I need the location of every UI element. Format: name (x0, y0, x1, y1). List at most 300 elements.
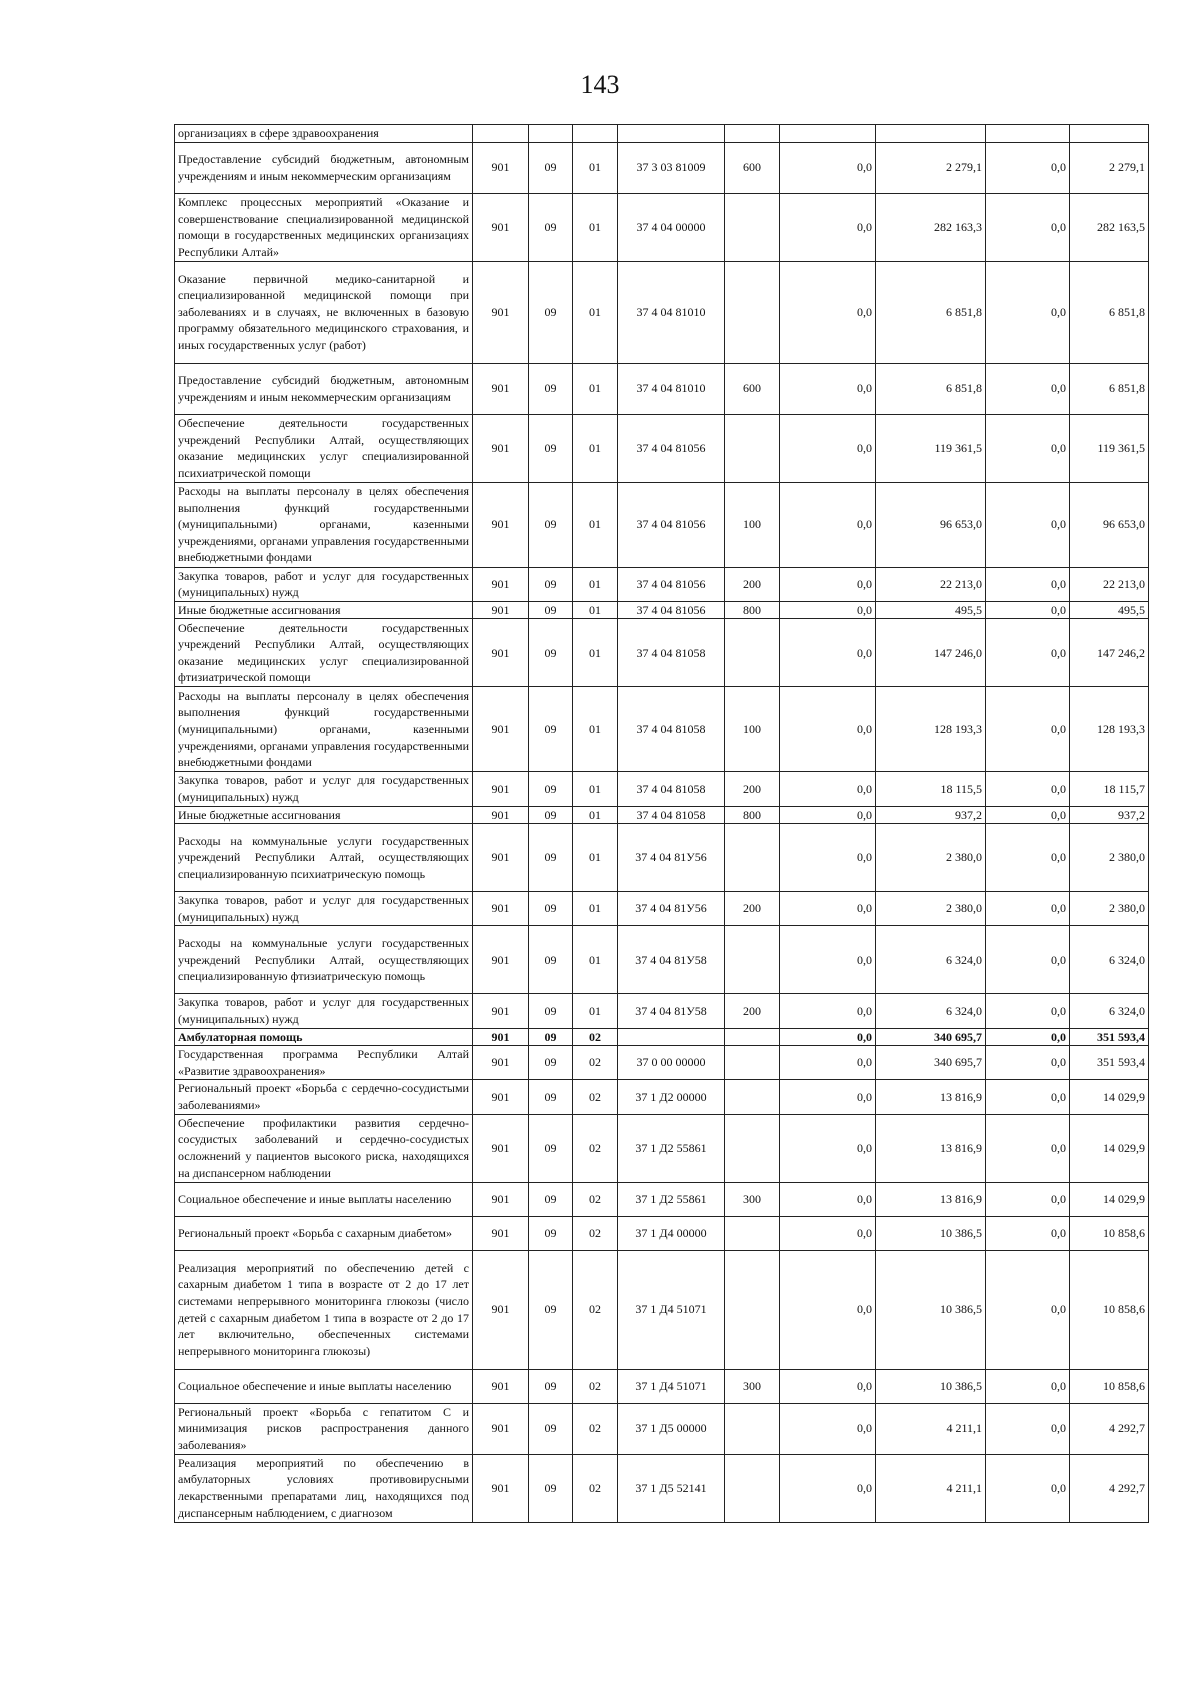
cell-expense-type (725, 1114, 780, 1182)
cell-name: Обеспечение деятельности государственных учреждений Республики Алтай, осуществляющих оказание медицинских услуг специализированной психиатрической помощи (175, 414, 473, 482)
cell-expense-type (725, 1216, 780, 1250)
cell-value-4: 10 858,6 (1070, 1369, 1149, 1403)
cell-subsection: 01 (573, 619, 618, 687)
cell-section (529, 125, 573, 143)
cell-admin-code: 901 (473, 892, 529, 926)
cell-expense-type (725, 926, 780, 994)
table-row (175, 1080, 1149, 1114)
cell-name: Предоставление субсидий бюджетным, автономным учреждениям и иным некоммерческим организациям (175, 142, 473, 193)
cell-value-4: 351 593,4 (1070, 1046, 1149, 1080)
cell-name: Иные бюджетные ассигнования (175, 806, 473, 824)
cell-admin-code: 901 (473, 994, 529, 1028)
cell-name: Реализация мероприятий по обеспечению детей с сахарным диабетом 1 типа в возрасте от 2 до 17 лет системами непрерывного мониторинга глюкозы (число детей с сахарным диабетом 1 типа в возрасте от 2 до 17 лет включительно, обеспеченных системами непрерывного мониторинга глюкозы) (175, 1250, 473, 1369)
cell-subsection (573, 125, 618, 143)
cell-value-3: 0,0 (986, 601, 1070, 619)
cell-section: 09 (529, 363, 573, 414)
cell-target-article: 37 4 04 81У56 (618, 824, 725, 892)
cell-subsection: 01 (573, 601, 618, 619)
cell-subsection: 01 (573, 772, 618, 806)
cell-target-article: 37 1 Д2 55861 (618, 1114, 725, 1182)
cell-value-3: 0,0 (986, 687, 1070, 772)
cell-value-3: 0,0 (986, 619, 1070, 687)
cell-value-3 (986, 125, 1070, 143)
cell-value-3: 0,0 (986, 772, 1070, 806)
cell-value-2: 13 816,9 (876, 1182, 986, 1216)
cell-value-4: 18 115,7 (1070, 772, 1149, 806)
cell-target-article: 37 4 04 81058 (618, 772, 725, 806)
cell-admin-code: 901 (473, 567, 529, 601)
cell-target-article (618, 1028, 725, 1046)
cell-name: Государственная программа Республики Алтай «Развитие здравоохранения» (175, 1046, 473, 1080)
cell-value-1: 0,0 (780, 892, 876, 926)
cell-value-2: 6 324,0 (876, 994, 986, 1028)
cell-value-4: 2 380,0 (1070, 892, 1149, 926)
cell-admin-code: 901 (473, 1028, 529, 1046)
cell-value-2: 2 380,0 (876, 892, 986, 926)
cell-name: Закупка товаров, работ и услуг для государственных (муниципальных) нужд (175, 567, 473, 601)
cell-value-2: 4 211,1 (876, 1403, 986, 1454)
cell-expense-type (725, 1403, 780, 1454)
cell-target-article: 37 4 04 81У58 (618, 994, 725, 1028)
cell-section: 09 (529, 1028, 573, 1046)
cell-value-1: 0,0 (780, 806, 876, 824)
cell-value-4: 119 361,5 (1070, 414, 1149, 482)
cell-value-4: 937,2 (1070, 806, 1149, 824)
cell-expense-type: 100 (725, 687, 780, 772)
cell-target-article: 37 1 Д5 00000 (618, 1403, 725, 1454)
cell-subsection: 01 (573, 687, 618, 772)
cell-value-3: 0,0 (986, 1369, 1070, 1403)
table-row (175, 1182, 1149, 1216)
cell-value-4: 10 858,6 (1070, 1216, 1149, 1250)
cell-section: 09 (529, 994, 573, 1028)
cell-subsection: 02 (573, 1403, 618, 1454)
cell-expense-type (725, 261, 780, 363)
cell-value-2: 2 380,0 (876, 824, 986, 892)
cell-value-4: 22 213,0 (1070, 567, 1149, 601)
cell-value-2: 13 816,9 (876, 1080, 986, 1114)
cell-subsection: 02 (573, 1454, 618, 1522)
cell-name: Обеспечение деятельности государственных учреждений Республики Алтай, осуществляющих оказание медицинских услуг специализированной фтизиатрической помощи (175, 619, 473, 687)
cell-name: Обеспечение профилактики развития сердечно-сосудистых заболеваний и сердечно-сосудистых осложнений у пациентов высокого риска, находящихся на диспансерном наблюдении (175, 1114, 473, 1182)
cell-value-1: 0,0 (780, 926, 876, 994)
cell-section: 09 (529, 1046, 573, 1080)
cell-value-4: 6 851,8 (1070, 363, 1149, 414)
cell-admin-code: 901 (473, 142, 529, 193)
cell-name: Реализация мероприятий по обеспечению в амбулаторных условиях противовирусными лекарственными препаратами лиц, находящихся под диспансерным наблюдением, с диагнозом (175, 1454, 473, 1522)
cell-target-article: 37 1 Д4 00000 (618, 1216, 725, 1250)
cell-name: Расходы на выплаты персоналу в целях обеспечения выполнения функций государственными (муниципальными) органами, казенными учреждениями, органами управления государственными внебюджетными фондами (175, 482, 473, 567)
cell-value-1: 0,0 (780, 1182, 876, 1216)
cell-value-2: 6 324,0 (876, 926, 986, 994)
cell-target-article: 37 4 04 81010 (618, 261, 725, 363)
cell-admin-code: 901 (473, 363, 529, 414)
cell-subsection: 01 (573, 142, 618, 193)
cell-value-4: 4 292,7 (1070, 1454, 1149, 1522)
cell-name: Расходы на выплаты персоналу в целях обеспечения выполнения функций государственными (муниципальными) органами, казенными учреждениями, органами управления государственными внебюджетными фондами (175, 687, 473, 772)
cell-name: Оказание первичной медико-санитарной и специализированной медицинской помощи при заболеваниях и в случаях, не включенных в базовую программу обязательного медицинского страхования, и иных государственных услуг (работ) (175, 261, 473, 363)
table-row (175, 261, 1149, 363)
cell-target-article: 37 4 04 81У56 (618, 892, 725, 926)
cell-section: 09 (529, 142, 573, 193)
cell-value-3: 0,0 (986, 806, 1070, 824)
cell-section: 09 (529, 261, 573, 363)
cell-admin-code (473, 125, 529, 143)
cell-subsection: 01 (573, 892, 618, 926)
cell-value-1: 0,0 (780, 1369, 876, 1403)
table-row (175, 772, 1149, 806)
cell-value-1: 0,0 (780, 1454, 876, 1522)
cell-admin-code: 901 (473, 1403, 529, 1454)
cell-value-1: 0,0 (780, 772, 876, 806)
cell-expense-type (725, 414, 780, 482)
cell-expense-type: 300 (725, 1182, 780, 1216)
cell-value-3: 0,0 (986, 1028, 1070, 1046)
cell-value-2: 10 386,5 (876, 1369, 986, 1403)
cell-target-article: 37 4 04 81У58 (618, 926, 725, 994)
cell-section: 09 (529, 619, 573, 687)
cell-subsection: 02 (573, 1046, 618, 1080)
cell-expense-type (725, 1080, 780, 1114)
cell-admin-code: 901 (473, 619, 529, 687)
cell-section: 09 (529, 1369, 573, 1403)
cell-value-1: 0,0 (780, 1080, 876, 1114)
cell-expense-type: 800 (725, 601, 780, 619)
cell-admin-code: 901 (473, 482, 529, 567)
cell-name: Предоставление субсидий бюджетным, автономным учреждениям и иным некоммерческим организациям (175, 363, 473, 414)
cell-expense-type: 100 (725, 482, 780, 567)
cell-expense-type (725, 125, 780, 143)
cell-target-article: 37 4 04 81056 (618, 567, 725, 601)
cell-section: 09 (529, 1080, 573, 1114)
cell-value-2 (876, 125, 986, 143)
cell-expense-type: 600 (725, 142, 780, 193)
cell-subsection: 01 (573, 482, 618, 567)
cell-value-4: 14 029,9 (1070, 1080, 1149, 1114)
cell-target-article: 37 1 Д5 52141 (618, 1454, 725, 1522)
table-row (175, 1403, 1149, 1454)
cell-value-3: 0,0 (986, 567, 1070, 601)
cell-subsection: 01 (573, 414, 618, 482)
cell-value-1: 0,0 (780, 1216, 876, 1250)
cell-value-3: 0,0 (986, 1216, 1070, 1250)
table-row (175, 601, 1149, 619)
cell-name: Закупка товаров, работ и услуг для государственных (муниципальных) нужд (175, 772, 473, 806)
cell-section: 09 (529, 892, 573, 926)
cell-value-3: 0,0 (986, 1454, 1070, 1522)
cell-section: 09 (529, 193, 573, 261)
cell-subsection: 01 (573, 193, 618, 261)
cell-expense-type (725, 193, 780, 261)
cell-value-1: 0,0 (780, 142, 876, 193)
cell-value-2: 340 695,7 (876, 1046, 986, 1080)
cell-value-4: 6 324,0 (1070, 994, 1149, 1028)
cell-target-article: 37 4 04 81056 (618, 601, 725, 619)
cell-value-2: 128 193,3 (876, 687, 986, 772)
cell-value-1: 0,0 (780, 687, 876, 772)
cell-section: 09 (529, 414, 573, 482)
cell-section: 09 (529, 687, 573, 772)
cell-target-article: 37 4 04 00000 (618, 193, 725, 261)
cell-value-2: 10 386,5 (876, 1250, 986, 1369)
cell-value-2: 22 213,0 (876, 567, 986, 601)
cell-section: 09 (529, 567, 573, 601)
cell-expense-type: 200 (725, 892, 780, 926)
cell-value-4: 4 292,7 (1070, 1403, 1149, 1454)
cell-value-1: 0,0 (780, 824, 876, 892)
cell-admin-code: 901 (473, 414, 529, 482)
cell-value-2: 340 695,7 (876, 1028, 986, 1046)
cell-admin-code: 901 (473, 772, 529, 806)
table-row (175, 363, 1149, 414)
cell-target-article: 37 4 04 81056 (618, 414, 725, 482)
table-row (175, 1028, 1149, 1046)
cell-value-1: 0,0 (780, 567, 876, 601)
cell-value-1: 0,0 (780, 601, 876, 619)
cell-value-3: 0,0 (986, 142, 1070, 193)
cell-value-3: 0,0 (986, 261, 1070, 363)
table-row (175, 687, 1149, 772)
cell-name: Региональный проект «Борьба с гепатитом С и минимизация рисков распространения данного заболевания» (175, 1403, 473, 1454)
cell-value-4: 128 193,3 (1070, 687, 1149, 772)
cell-value-4: 14 029,9 (1070, 1182, 1149, 1216)
cell-value-2: 495,5 (876, 601, 986, 619)
cell-value-2: 18 115,5 (876, 772, 986, 806)
cell-value-1: 0,0 (780, 1250, 876, 1369)
cell-value-1: 0,0 (780, 619, 876, 687)
cell-expense-type (725, 1454, 780, 1522)
table-row (175, 994, 1149, 1028)
cell-section: 09 (529, 1454, 573, 1522)
cell-name: Комплекс процессных мероприятий «Оказание и совершенствование специализированной медицинской помощи в государственных медицинских организациях Республики Алтай» (175, 193, 473, 261)
cell-name: Социальное обеспечение и иные выплаты населению (175, 1182, 473, 1216)
cell-admin-code: 901 (473, 1250, 529, 1369)
cell-subsection: 02 (573, 1080, 618, 1114)
cell-admin-code: 901 (473, 1080, 529, 1114)
cell-target-article: 37 4 04 81056 (618, 482, 725, 567)
cell-name: Социальное обеспечение и иные выплаты населению (175, 1369, 473, 1403)
table-row (175, 1369, 1149, 1403)
table-row (175, 1454, 1149, 1522)
cell-value-3: 0,0 (986, 1080, 1070, 1114)
cell-value-3: 0,0 (986, 926, 1070, 994)
cell-target-article: 37 1 Д2 55861 (618, 1182, 725, 1216)
cell-subsection: 01 (573, 994, 618, 1028)
cell-value-2: 96 653,0 (876, 482, 986, 567)
cell-expense-type: 300 (725, 1369, 780, 1403)
cell-subsection: 02 (573, 1369, 618, 1403)
cell-value-4: 351 593,4 (1070, 1028, 1149, 1046)
cell-name: Амбулаторная помощь (175, 1028, 473, 1046)
cell-expense-type: 200 (725, 567, 780, 601)
cell-expense-type (725, 619, 780, 687)
cell-value-4: 14 029,9 (1070, 1114, 1149, 1182)
cell-target-article: 37 4 04 81058 (618, 806, 725, 824)
table-row (175, 806, 1149, 824)
cell-value-3: 0,0 (986, 1403, 1070, 1454)
cell-target-article: 37 4 04 81058 (618, 619, 725, 687)
cell-target-article: 37 1 Д4 51071 (618, 1369, 725, 1403)
cell-expense-type: 200 (725, 994, 780, 1028)
cell-subsection: 02 (573, 1182, 618, 1216)
cell-target-article: 37 4 04 81058 (618, 687, 725, 772)
cell-value-2: 10 386,5 (876, 1216, 986, 1250)
cell-section: 09 (529, 1403, 573, 1454)
table-row (175, 414, 1149, 482)
cell-value-4: 2 279,1 (1070, 142, 1149, 193)
cell-value-2: 6 851,8 (876, 261, 986, 363)
cell-expense-type (725, 1028, 780, 1046)
cell-section: 09 (529, 824, 573, 892)
cell-value-3: 0,0 (986, 892, 1070, 926)
cell-name: Закупка товаров, работ и услуг для государственных (муниципальных) нужд (175, 892, 473, 926)
cell-value-3: 0,0 (986, 414, 1070, 482)
cell-admin-code: 901 (473, 926, 529, 994)
cell-subsection: 02 (573, 1028, 618, 1046)
budget-table (174, 124, 1149, 1523)
cell-value-3: 0,0 (986, 1114, 1070, 1182)
cell-value-2: 13 816,9 (876, 1114, 986, 1182)
cell-admin-code: 901 (473, 601, 529, 619)
page-number: 143 (580, 70, 620, 99)
cell-target-article: 37 1 Д2 00000 (618, 1080, 725, 1114)
cell-value-4: 147 246,2 (1070, 619, 1149, 687)
cell-value-1: 0,0 (780, 261, 876, 363)
cell-target-article (618, 125, 725, 143)
cell-value-1: 0,0 (780, 994, 876, 1028)
cell-value-3: 0,0 (986, 994, 1070, 1028)
cell-admin-code: 901 (473, 824, 529, 892)
cell-value-2: 937,2 (876, 806, 986, 824)
cell-value-2: 147 246,0 (876, 619, 986, 687)
cell-value-4: 96 653,0 (1070, 482, 1149, 567)
cell-value-4 (1070, 125, 1149, 143)
cell-admin-code: 901 (473, 1369, 529, 1403)
cell-admin-code: 901 (473, 806, 529, 824)
cell-target-article: 37 4 04 81010 (618, 363, 725, 414)
cell-section: 09 (529, 1182, 573, 1216)
table-row (175, 1114, 1149, 1182)
cell-subsection: 02 (573, 1216, 618, 1250)
cell-value-2: 6 851,8 (876, 363, 986, 414)
cell-value-4: 282 163,5 (1070, 193, 1149, 261)
cell-subsection: 01 (573, 824, 618, 892)
cell-section: 09 (529, 1114, 573, 1182)
cell-expense-type: 600 (725, 363, 780, 414)
cell-target-article: 37 0 00 00000 (618, 1046, 725, 1080)
cell-value-2: 282 163,3 (876, 193, 986, 261)
cell-value-4: 495,5 (1070, 601, 1149, 619)
cell-value-3: 0,0 (986, 482, 1070, 567)
cell-name: Региональный проект «Борьба с сахарным диабетом» (175, 1216, 473, 1250)
cell-admin-code: 901 (473, 1454, 529, 1522)
table-row (175, 619, 1149, 687)
cell-value-4: 6 851,8 (1070, 261, 1149, 363)
table-row (175, 193, 1149, 261)
table-row (175, 482, 1149, 567)
cell-subsection: 02 (573, 1114, 618, 1182)
cell-value-3: 0,0 (986, 1182, 1070, 1216)
cell-subsection: 01 (573, 567, 618, 601)
cell-value-3: 0,0 (986, 1046, 1070, 1080)
cell-value-2: 4 211,1 (876, 1454, 986, 1522)
table-row (175, 926, 1149, 994)
cell-name: организациях в сфере здравоохранения (175, 125, 473, 143)
cell-admin-code: 901 (473, 1182, 529, 1216)
table-row (175, 1250, 1149, 1369)
cell-subsection: 01 (573, 261, 618, 363)
cell-value-1: 0,0 (780, 1403, 876, 1454)
table-body (175, 125, 1149, 1523)
table-row (175, 892, 1149, 926)
table-row (175, 125, 1149, 143)
cell-value-1: 0,0 (780, 1046, 876, 1080)
cell-expense-type: 200 (725, 772, 780, 806)
cell-admin-code: 901 (473, 1114, 529, 1182)
cell-name: Расходы на коммунальные услуги государственных учреждений Республики Алтай, осуществляющих специализированную психиатрическую помощь (175, 824, 473, 892)
cell-subsection: 01 (573, 806, 618, 824)
cell-value-1: 0,0 (780, 363, 876, 414)
cell-target-article: 37 3 03 81009 (618, 142, 725, 193)
cell-section: 09 (529, 601, 573, 619)
cell-admin-code: 901 (473, 687, 529, 772)
cell-admin-code: 901 (473, 261, 529, 363)
cell-section: 09 (529, 1216, 573, 1250)
cell-admin-code: 901 (473, 1216, 529, 1250)
cell-value-4: 6 324,0 (1070, 926, 1149, 994)
cell-value-2: 119 361,5 (876, 414, 986, 482)
cell-value-3: 0,0 (986, 1250, 1070, 1369)
cell-value-3: 0,0 (986, 363, 1070, 414)
cell-section: 09 (529, 482, 573, 567)
table-row (175, 142, 1149, 193)
cell-subsection: 01 (573, 926, 618, 994)
cell-section: 09 (529, 806, 573, 824)
cell-value-1: 0,0 (780, 482, 876, 567)
cell-name: Расходы на коммунальные услуги государственных учреждений Республики Алтай, осуществляющих специализированную фтизиатрическую помощь (175, 926, 473, 994)
cell-value-1: 0,0 (780, 1028, 876, 1046)
cell-value-3: 0,0 (986, 193, 1070, 261)
cell-admin-code: 901 (473, 1046, 529, 1080)
cell-value-4: 2 380,0 (1070, 824, 1149, 892)
cell-value-1: 0,0 (780, 414, 876, 482)
cell-name: Региональный проект «Борьба с сердечно-сосудистыми заболеваниями» (175, 1080, 473, 1114)
cell-name: Закупка товаров, работ и услуг для государственных (муниципальных) нужд (175, 994, 473, 1028)
cell-value-4: 10 858,6 (1070, 1250, 1149, 1369)
cell-name: Иные бюджетные ассигнования (175, 601, 473, 619)
cell-section: 09 (529, 772, 573, 806)
cell-value-1: 0,0 (780, 193, 876, 261)
table-row (175, 824, 1149, 892)
cell-admin-code: 901 (473, 193, 529, 261)
cell-section: 09 (529, 1250, 573, 1369)
cell-expense-type (725, 824, 780, 892)
cell-expense-type: 800 (725, 806, 780, 824)
cell-expense-type (725, 1046, 780, 1080)
cell-subsection: 01 (573, 363, 618, 414)
cell-value-1 (780, 125, 876, 143)
table-row (175, 567, 1149, 601)
table-row (175, 1046, 1149, 1080)
cell-value-3: 0,0 (986, 824, 1070, 892)
cell-expense-type (725, 1250, 780, 1369)
cell-value-1: 0,0 (780, 1114, 876, 1182)
cell-value-2: 2 279,1 (876, 142, 986, 193)
cell-section: 09 (529, 926, 573, 994)
cell-subsection: 02 (573, 1250, 618, 1369)
cell-target-article: 37 1 Д4 51071 (618, 1250, 725, 1369)
table-row (175, 1216, 1149, 1250)
